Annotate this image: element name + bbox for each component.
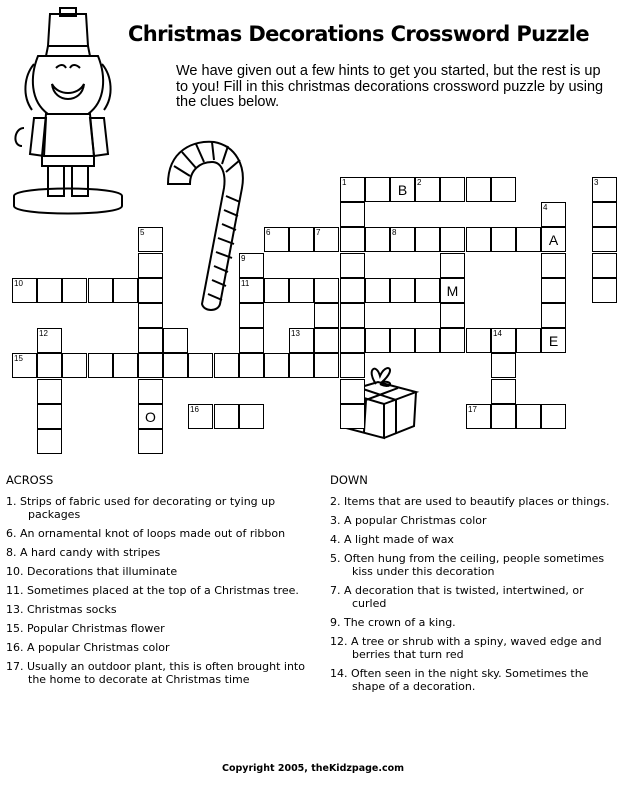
crossword-cell[interactable]: [491, 177, 516, 202]
crossword-cell[interactable]: [239, 328, 264, 353]
crossword-cell[interactable]: [592, 253, 617, 278]
crossword-cell[interactable]: [340, 379, 365, 404]
across-clues: [6, 474, 306, 692]
clue-number: 2: [417, 178, 422, 187]
crossword-cell[interactable]: [239, 253, 264, 278]
crossword-cell[interactable]: [466, 177, 491, 202]
clue: 6. An ornamental knot of loops made out of ribbon: [6, 527, 286, 540]
clue-number: 8: [392, 228, 397, 237]
crossword-cell[interactable]: [440, 227, 465, 252]
crossword-cell[interactable]: [592, 202, 617, 227]
crossword-cell[interactable]: [340, 278, 365, 303]
copyright: Copyright 2005, theKidzpage.com: [222, 763, 405, 774]
clue: 12. A tree or shrub with a spiny, waved edge and berries that turn red: [330, 635, 602, 661]
across-heading: ACROSS: [6, 473, 54, 487]
clue-number: 1: [342, 178, 347, 187]
crossword-cell[interactable]: [214, 353, 239, 378]
crossword-cell[interactable]: [440, 303, 465, 328]
clue-number: 5: [140, 228, 145, 237]
page-title: Christmas Decorations Crossword Puzzle: [128, 22, 589, 46]
crossword-cell[interactable]: [289, 227, 314, 252]
clue-number: 13: [291, 329, 300, 338]
crossword-cell[interactable]: [491, 328, 516, 353]
crossword-cell[interactable]: [138, 303, 163, 328]
crossword-cell[interactable]: [314, 353, 339, 378]
clue-number: 9: [241, 254, 246, 263]
crossword-cell[interactable]: [37, 379, 62, 404]
clue: 7. A decoration that is twisted, intertwined, or curled: [330, 584, 584, 610]
crossword-cell[interactable]: [592, 227, 617, 252]
crossword-cell[interactable]: [12, 353, 37, 378]
crossword-cell[interactable]: [491, 353, 516, 378]
crossword-cell[interactable]: [239, 353, 264, 378]
crossword-cell[interactable]: [138, 404, 163, 429]
clue: 4. A light made of wax: [330, 533, 454, 546]
crossword-cell[interactable]: [239, 404, 264, 429]
crossword-cell[interactable]: [592, 177, 617, 202]
crossword-cell[interactable]: [88, 353, 113, 378]
crossword-cell[interactable]: [466, 227, 491, 252]
clue-number: 16: [190, 405, 199, 414]
crossword-cell[interactable]: [314, 303, 339, 328]
clue: 5. Often hung from the ceiling, people sometimes kiss under this decoration: [330, 552, 605, 578]
down-heading: DOWN: [330, 473, 368, 487]
crossword-cell[interactable]: [37, 278, 62, 303]
clue-number: 15: [14, 354, 23, 363]
clue-number: 4: [543, 203, 548, 212]
crossword-cell[interactable]: [88, 278, 113, 303]
crossword-cell[interactable]: [340, 177, 365, 202]
crossword-cell[interactable]: [390, 177, 415, 202]
clue-number: 12: [39, 329, 48, 338]
crossword-cell[interactable]: [214, 404, 239, 429]
hint-letter: A: [548, 232, 559, 248]
crossword-cell[interactable]: [541, 404, 566, 429]
crossword-cell[interactable]: [138, 429, 163, 454]
clue: 3. A popular Christmas color: [330, 514, 487, 527]
clue: 13. Christmas socks: [6, 603, 117, 616]
crossword-cell[interactable]: [541, 278, 566, 303]
crossword-cell[interactable]: [314, 328, 339, 353]
crossword-cell[interactable]: [62, 278, 87, 303]
crossword-cell[interactable]: [491, 227, 516, 252]
crossword-cell[interactable]: [516, 328, 541, 353]
crossword-cell[interactable]: [239, 278, 264, 303]
crossword-cell[interactable]: [340, 404, 365, 429]
crossword-cell[interactable]: [138, 379, 163, 404]
hint-letter: M: [446, 283, 459, 299]
crossword-cell[interactable]: [138, 328, 163, 353]
crossword-cell[interactable]: [340, 353, 365, 378]
clue: 9. The crown of a king.: [330, 616, 456, 629]
crossword-cell[interactable]: [491, 379, 516, 404]
crossword-cell[interactable]: [365, 177, 390, 202]
crossword-cell[interactable]: [466, 328, 491, 353]
crossword-cell[interactable]: [37, 328, 62, 353]
crossword-cell[interactable]: [390, 227, 415, 252]
crossword-cell[interactable]: [541, 253, 566, 278]
crossword-cell[interactable]: [541, 303, 566, 328]
crossword-cell[interactable]: [440, 177, 465, 202]
crossword-cell[interactable]: [138, 353, 163, 378]
clue: 2. Items that are used to beautify places or things.: [330, 495, 610, 508]
clue: 8. A hard candy with stripes: [6, 546, 161, 559]
clue-number: 10: [14, 279, 23, 288]
clue-number: 3: [594, 178, 599, 187]
crossword-cell[interactable]: [390, 278, 415, 303]
crossword-cell[interactable]: [415, 328, 440, 353]
crossword-cell[interactable]: [12, 278, 37, 303]
crossword-cell[interactable]: [289, 353, 314, 378]
crossword-cell[interactable]: [113, 278, 138, 303]
clue: 10. Decorations that illuminate: [6, 565, 178, 578]
crossword-cell[interactable]: [415, 177, 440, 202]
crossword-cell[interactable]: [466, 404, 491, 429]
crossword-cell[interactable]: [163, 328, 188, 353]
crossword-cell[interactable]: [188, 404, 213, 429]
intro-text: We have given out a few hints to get you started, but the rest is up to you! Fill in this christmas decorations crossword puzzle by using the clues below.: [176, 63, 604, 110]
crossword-cell[interactable]: [163, 353, 188, 378]
clue-number: 11: [241, 279, 250, 288]
crossword-cell[interactable]: [541, 328, 566, 353]
crossword-cell[interactable]: [340, 253, 365, 278]
crossword-cell[interactable]: [415, 278, 440, 303]
crossword-cell[interactable]: [415, 227, 440, 252]
down-clues: [330, 474, 620, 699]
crossword-cell[interactable]: [365, 328, 390, 353]
crossword-cell[interactable]: [138, 227, 163, 252]
clue: 1. Strips of fabric used for decorating or tying up packages: [6, 495, 276, 521]
crossword-cell[interactable]: [37, 429, 62, 454]
crossword-cell[interactable]: [37, 404, 62, 429]
hint-letter: B: [397, 182, 408, 198]
crossword-cell[interactable]: [188, 353, 213, 378]
clue-number: 7: [316, 228, 321, 237]
crossword-cell[interactable]: [264, 278, 289, 303]
crossword-cell[interactable]: [365, 227, 390, 252]
clue-number: 14: [493, 329, 502, 338]
crossword-cell[interactable]: [440, 253, 465, 278]
clue: 17. Usually an outdoor plant, this is often brought into the home to decorate at Christmas time: [6, 660, 305, 686]
crossword-cell[interactable]: [340, 303, 365, 328]
clue: 16. A popular Christmas color: [6, 641, 170, 654]
crossword-cell[interactable]: [516, 227, 541, 252]
crossword-cell[interactable]: [314, 227, 339, 252]
crossword-cell[interactable]: [289, 328, 314, 353]
crossword-cell[interactable]: [541, 202, 566, 227]
crossword-cell[interactable]: [440, 278, 465, 303]
hint-letter: O: [145, 409, 156, 425]
clue: 15. Popular Christmas flower: [6, 622, 165, 635]
crossword-cell[interactable]: [516, 404, 541, 429]
clue-number: 17: [468, 405, 477, 414]
clue: 11. Sometimes placed at the top of a Christmas tree.: [6, 584, 299, 597]
crossword-cell[interactable]: [138, 278, 163, 303]
crossword-cell[interactable]: [264, 353, 289, 378]
crossword-cell[interactable]: [440, 328, 465, 353]
clue: 14. Often seen in the night sky. Sometimes the shape of a decoration.: [330, 667, 589, 693]
crossword-cell[interactable]: [491, 404, 516, 429]
crossword-cell[interactable]: [239, 303, 264, 328]
crossword-cell[interactable]: [264, 227, 289, 252]
crossword-cell[interactable]: [365, 278, 390, 303]
crossword-cell[interactable]: [340, 328, 365, 353]
crossword-cell[interactable]: [340, 227, 365, 252]
crossword-cell[interactable]: [138, 253, 163, 278]
crossword-cell[interactable]: [592, 278, 617, 303]
clue-number: 6: [266, 228, 271, 237]
crossword-cell[interactable]: [113, 353, 138, 378]
crossword-cell[interactable]: [289, 278, 314, 303]
crossword-cell[interactable]: [390, 328, 415, 353]
crossword-cell[interactable]: [541, 227, 566, 252]
crossword-cell[interactable]: [340, 202, 365, 227]
crossword-cell[interactable]: [314, 278, 339, 303]
crossword-cell[interactable]: [37, 353, 62, 378]
hint-letter: E: [548, 333, 559, 349]
crossword-cell[interactable]: [62, 353, 87, 378]
